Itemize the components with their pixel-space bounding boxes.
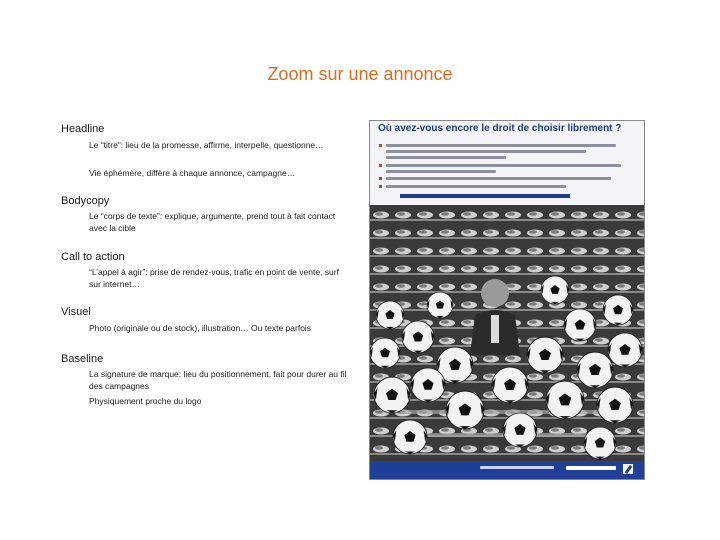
ad-bodycopy-line: [386, 144, 616, 147]
slide-title: Zoom sur une annonce: [267, 64, 453, 84]
ad-call-to-action: [400, 194, 570, 198]
ad-brand-name: [566, 466, 616, 470]
ad-bodycopy-line: [386, 185, 566, 188]
outline-body-baseline-1: La signature de marque: lieu du positionnement, fait pour durer au fil des campagnes: [89, 369, 347, 391]
ad-football-photo: [370, 205, 644, 461]
ad-headline: Où avez-vous encore le droit de choisir librement ?: [378, 123, 622, 134]
outline-heading-baseline: Baseline: [61, 353, 104, 365]
outline-body-headline-1: Le “titre”: lieu de la promesse, affirme, interpelle, questionne…: [89, 140, 324, 150]
outline-body-headline-2: Vie éphémère, diffère à chaque annonce, campagne…: [89, 168, 296, 178]
outline-body-visuel: Photo (originale ou de stock), illustration… Ou texte parfois: [89, 323, 312, 333]
outline-body-call-to-action: “L’appel à agir”: prise de rendez-vous, trafic en point de vente, surf sur internet…: [89, 267, 339, 289]
ad-bodycopy-line: [386, 156, 506, 159]
ad-bodycopy-line: [386, 170, 496, 173]
outline-body-bodycopy: Le “corps de texte”: explique, argumente, prend tout à fait contact avec la cible: [89, 211, 336, 233]
ad-text-panel: [370, 121, 644, 205]
ad-bodycopy-line: [386, 164, 621, 167]
outline-heading-bodycopy: Bodycopy: [61, 195, 110, 207]
outline-heading-headline: Headline: [61, 123, 105, 135]
ad-bodycopy-line: [386, 177, 611, 180]
ad-baseline: [480, 466, 554, 469]
outline-heading-call-to-action: Call to action: [61, 251, 125, 263]
outline-body-baseline-2: Physiquement proche du logo: [89, 396, 202, 406]
deutsche-bank-logo-icon: [623, 464, 633, 474]
ad-bodycopy-line: [386, 150, 586, 153]
advertisement-image: [369, 120, 645, 480]
outline-heading-visuel: Visuel: [61, 306, 91, 318]
ad-baseline-bar: [370, 461, 644, 479]
